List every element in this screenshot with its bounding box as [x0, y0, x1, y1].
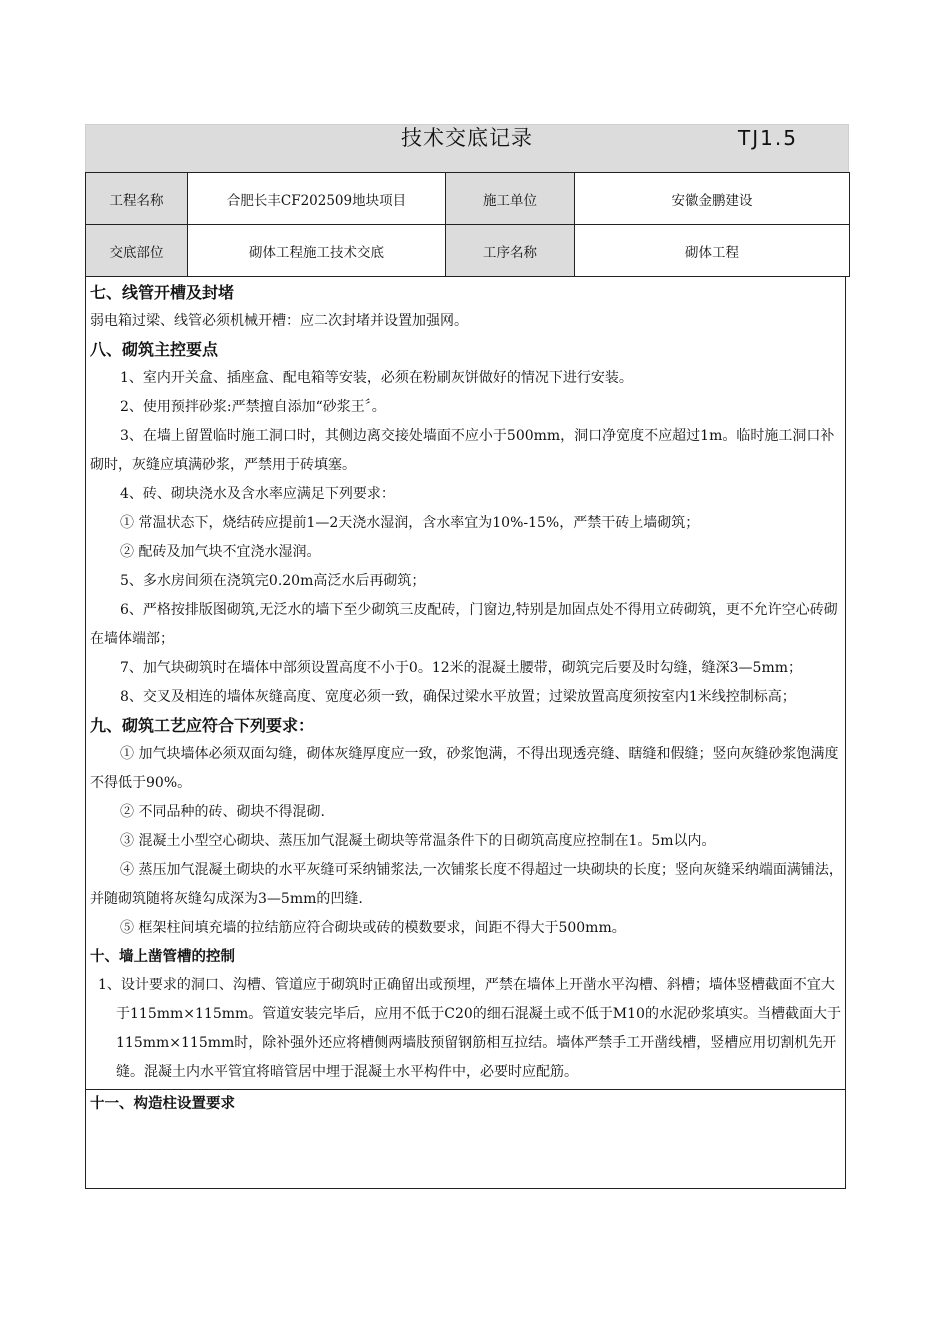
section-9-title: 九、砌筑工艺应符合下列要求：: [90, 716, 315, 735]
section-8-item-4-b: ② 配砖及加气块不宜浇水湿润。: [120, 544, 321, 560]
section-7-paragraph: 弱电箱过梁、线管必须机械开槽：应二次封堵并设置加强网。: [90, 313, 468, 329]
document-title: 技术交底记录: [401, 126, 533, 150]
project-label: 工程名称: [86, 173, 188, 225]
process-value: 砌体工程: [575, 225, 850, 277]
part-label: 交底部位: [86, 225, 188, 277]
section-8-item-4: 4、砖、砌块浇水及含水率应满足下列要求：: [120, 486, 395, 502]
content-body: [85, 277, 846, 1189]
part-value: 砌体工程施工技术交底: [188, 225, 446, 277]
document-code: TJ1.5: [738, 126, 798, 150]
section-8-title: 八、砌筑主控要点: [90, 340, 219, 359]
section-11-title: 十一、构造柱设置要求: [90, 1096, 235, 1112]
section-8-item-3: 3、在墙上留置临时施工洞口时，其侧边离交接处墙面不应小于500mm，洞口净宽度不应超过1m。临时施工洞口补砌时，灰缝应填满砂浆，严禁用于砖填塞。: [90, 428, 835, 473]
section-10-item-1: 1、设计要求的洞口、沟槽、管道应于砌筑时正确留出或预埋，严禁在墙体上开凿水平沟槽、斜槽；墙体竖槽截面不宜大于115mm×115mm。管道安装完毕后，应用不低于C20的细石混凝土或不低于M10的水泥砂浆填实。当槽截面大于115mm×115mm时，除补强外还应将槽侧两墙肢预留钢筋相互拉结。墙体严禁手工开凿线槽，竖槽应用切割机先开缝。混凝土内水平管宜将暗管居中埋于混凝土水平构件中，必要时应配筋。: [98, 977, 841, 1080]
project-value: 合肥长丰CF202509地块项目: [188, 173, 446, 225]
section-8-item-5: 5、多水房间须在浇筑完0.20m高泛水后再砌筑；: [120, 573, 426, 589]
document-page: [85, 124, 849, 1189]
section-9-item-3: ③ 混凝土小型空心砌块、蒸压加气混凝土砌块等常温条件下的日砌筑高度应控制在1。5m以内。: [120, 833, 716, 849]
section-8-item-1: 1、室内开关盒、插座盒、配电箱等安装，必须在粉刷灰饼做好的情况下进行安装。: [120, 370, 633, 386]
table-row: [86, 225, 850, 277]
section-8-item-4-a: ① 常温状态下，烧结砖应提前1—2天浇水湿润，含水率宜为10%-15%，严禁干砖上墙砌筑；: [120, 515, 700, 531]
section-7-title: 七、线管开槽及封堵: [90, 283, 235, 302]
section-9-item-1: ① 加气块墙体必须双面勾缝，砌体灰缝厚度应一致，砂浆饱满，不得出现透亮缝、瞎缝和假缝；竖向灰缝砂浆饱满度不得低于90%。: [90, 746, 839, 791]
info-table: [85, 172, 850, 277]
section-8-item-6: 6、严格按排版图砌筑,无泛水的墙下至少砌筑三皮配砖，门窗边,特别是加固点处不得用立砖砌筑，更不允许空心砖砌在墙体端部；: [90, 602, 838, 647]
section-9-item-5: ⑤ 框架柱间填充墙的拉结筋应符合砌块或砖的模数要求，间距不得大于500mm。: [120, 920, 626, 936]
section-9-item-2: ② 不同品种的砖、砌块不得混砌.: [120, 804, 325, 820]
section-10-title: 十、墙上凿管槽的控制: [90, 949, 235, 965]
section-8-item-7: 7、加气块砌筑时在墙体中部须设置高度不小于0。12米的混凝土腰带，砌筑完后要及时勾缝，缝深3—5mm；: [120, 660, 802, 676]
table-row: [86, 173, 850, 225]
section-8-item-8: 8、交叉及相连的墙体灰缝高度、宽度必须一致，确保过梁水平放置；过梁放置高度须按室内1米线控制标高；: [120, 689, 796, 705]
contractor-value: 安徽金鹏建设: [575, 173, 850, 225]
title-bar: [85, 124, 849, 172]
section-9-item-4: ④ 蒸压加气混凝土砌块的水平灰缝可采纳铺浆法,一次铺浆长度不得超过一块砌块的长度；竖向灰缝采纳端面满铺法，并随砌筑随将灰缝勾成深为3—5mm的凹缝.: [90, 862, 843, 907]
process-label: 工序名称: [446, 225, 575, 277]
section-8-item-2: 2、使用预拌砂浆:严禁擅自添加“砂浆王〞。: [120, 399, 386, 415]
contractor-label: 施工单位: [446, 173, 575, 225]
